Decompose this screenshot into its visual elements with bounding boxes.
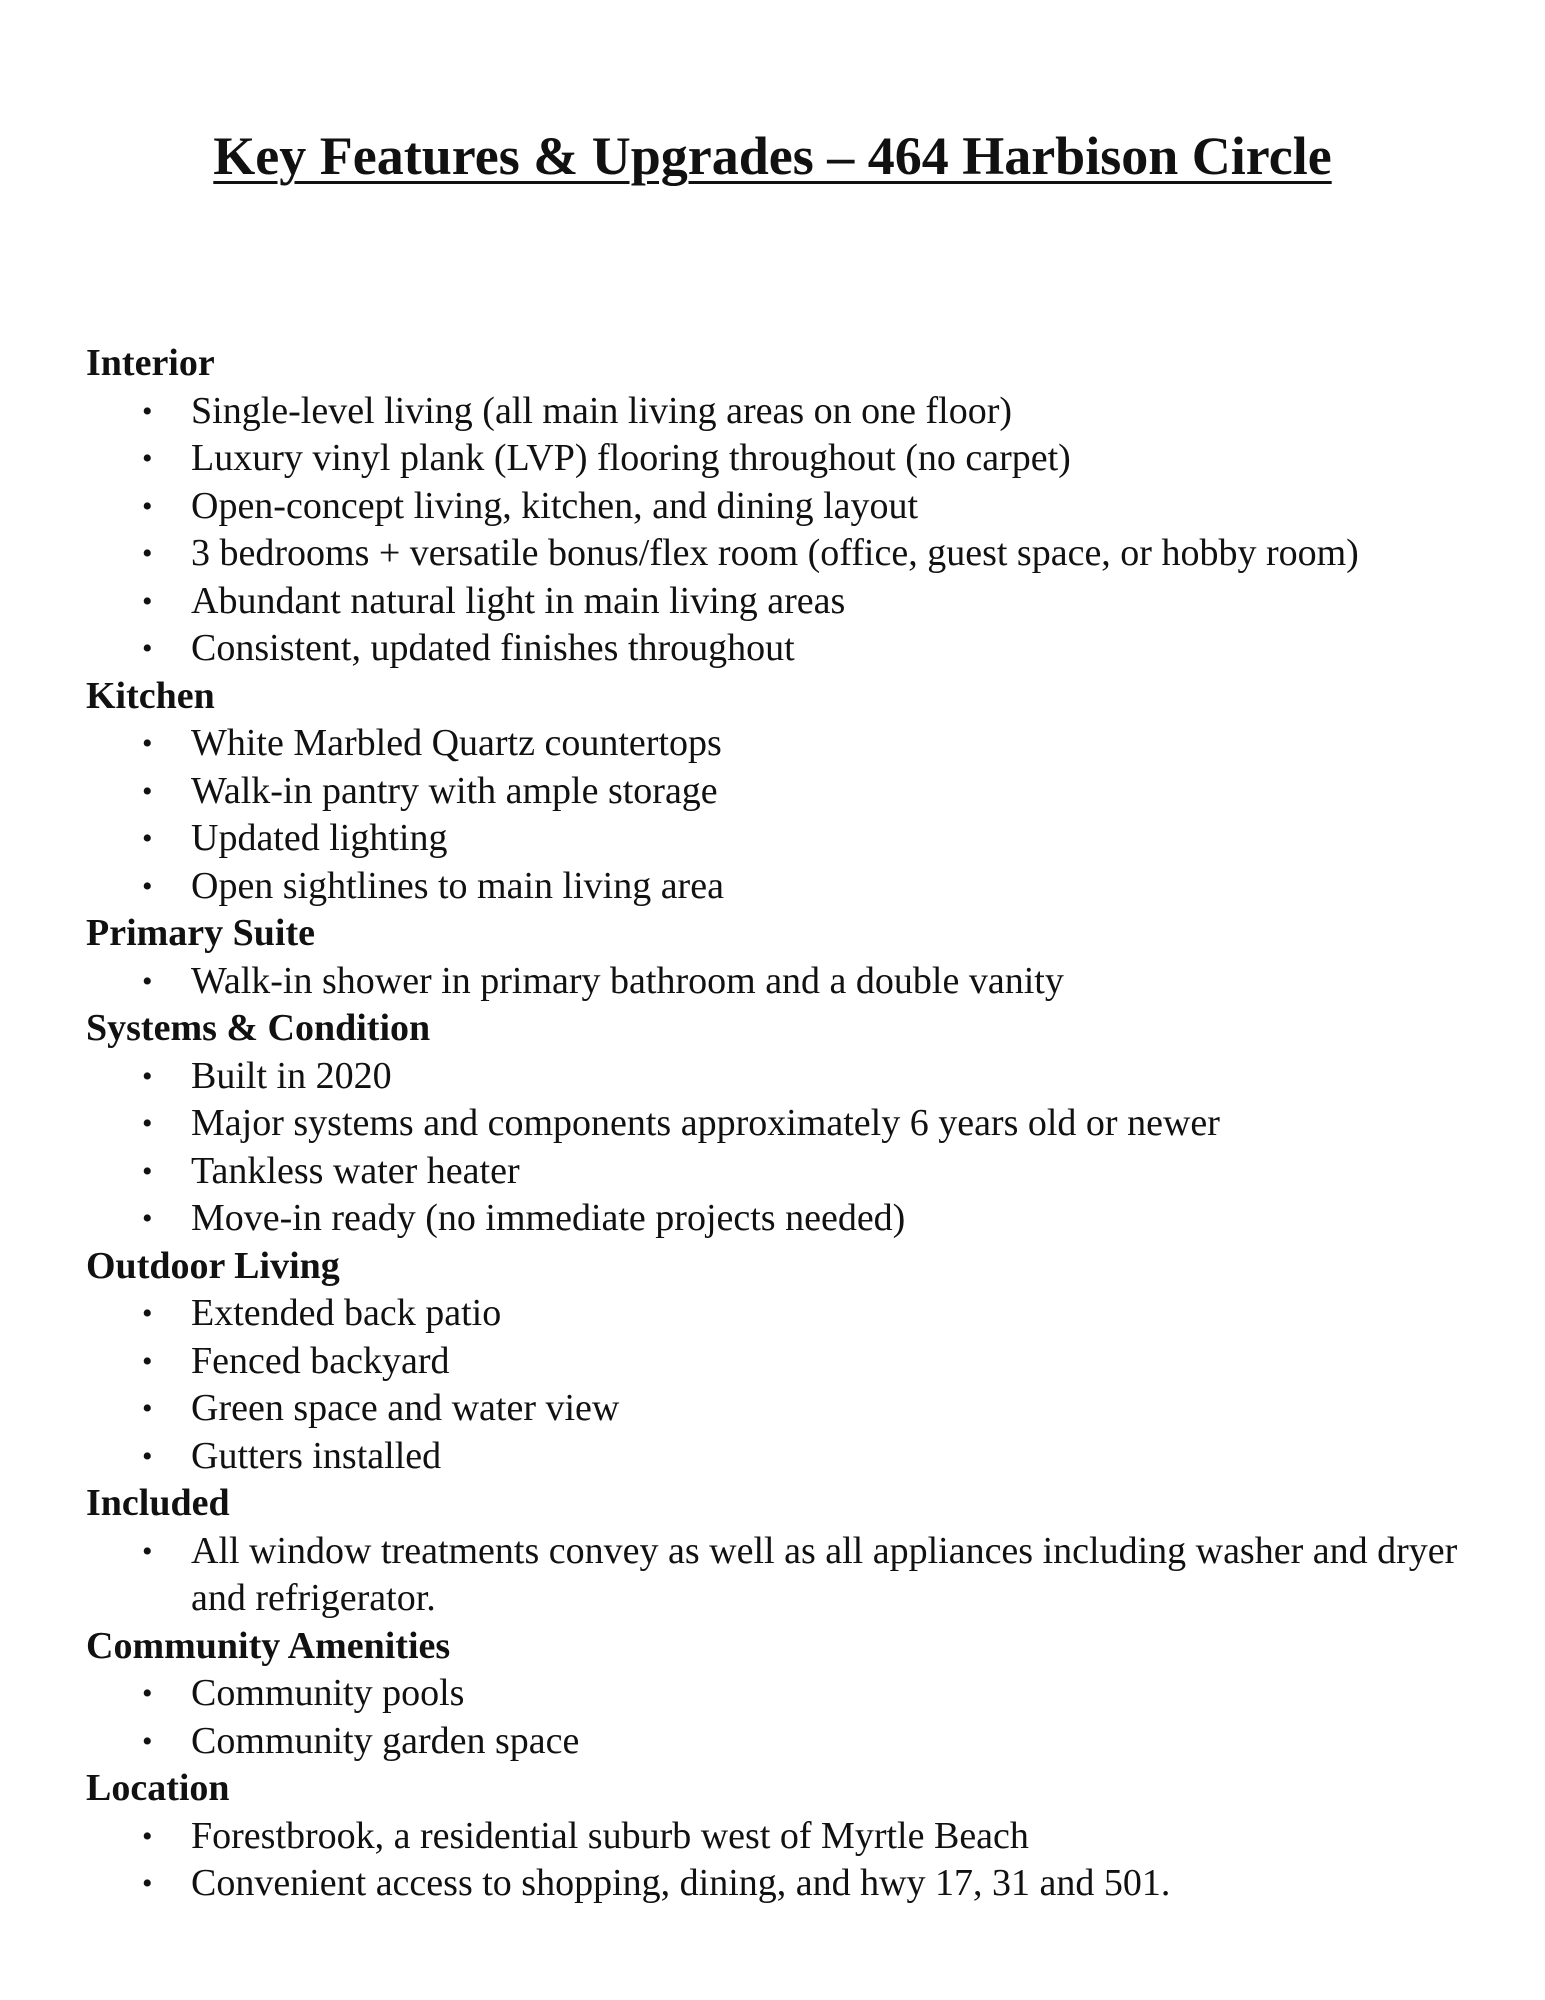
section-heading: Outdoor Living [86, 1244, 340, 1287]
list-item [86, 1670, 1506, 1718]
bullet-icon: • [142, 394, 153, 428]
list-item [86, 1385, 1506, 1433]
list-item [86, 1718, 1506, 1766]
bullet-icon: • [142, 822, 153, 855]
section-kitchen [86, 673, 1506, 911]
bullet-icon: • [142, 584, 153, 618]
section-primary-suite [86, 910, 1506, 1005]
section-heading: Included [86, 1482, 230, 1524]
list-item [86, 1860, 1506, 1908]
list-item [86, 625, 1506, 673]
list-item [86, 1053, 1506, 1101]
list-item-text: Move-in ready (no immediate projects needed) [191, 1197, 906, 1239]
feature-list [86, 1528, 1506, 1623]
bullet-icon: • [142, 1202, 153, 1235]
bullet-icon: • [142, 1867, 153, 1900]
list-item [86, 1433, 1506, 1481]
section-outdoor-living [86, 1243, 1506, 1481]
section-heading: Systems & Condition [86, 1007, 431, 1049]
list-item [86, 815, 1506, 863]
list-item-text: Built in 2020 [191, 1054, 392, 1097]
list-item-text: Consistent, updated finishes throughout [191, 627, 795, 669]
bullet-icon: • [142, 442, 153, 475]
list-item-text: 3 bedrooms + versatile bonus/flex room (office, guest space, or hobby room) [191, 532, 1359, 574]
list-item-text: Walk-in pantry with ample storage [191, 769, 718, 812]
list-item [86, 435, 1506, 483]
bullet-icon: • [142, 489, 153, 523]
feature-list [86, 958, 1506, 1006]
list-item [86, 1338, 1506, 1386]
section-interior [86, 340, 1506, 673]
list-item [86, 530, 1506, 578]
bullet-icon: • [142, 727, 153, 760]
bullet-icon: • [142, 1154, 153, 1188]
list-item-text: Gutters installed [191, 1434, 442, 1477]
list-item-text: White Marbled Quartz countertops [191, 722, 722, 764]
bullet-icon: • [142, 1724, 153, 1758]
section-heading: Community Amenities [86, 1624, 451, 1667]
list-item-text: Single-level living (all main living areas on one floor) [191, 389, 1013, 432]
list-item [86, 578, 1506, 626]
section-heading: Kitchen [86, 674, 215, 717]
list-item [86, 483, 1506, 531]
section-heading: Interior [86, 342, 215, 384]
list-item [86, 958, 1506, 1006]
list-item [86, 1148, 1506, 1196]
feature-list [86, 1813, 1506, 1908]
list-item [86, 1290, 1506, 1338]
bullet-icon: • [142, 1439, 153, 1473]
bullet-icon: • [142, 537, 153, 570]
list-item-text: Forestbrook, a residential suburb west of Myrtle Beach [191, 1814, 1029, 1857]
feature-list [86, 720, 1506, 910]
list-item-text: Convenient access to shopping, dining, and hwy 17, 31 and 501. [191, 1862, 1171, 1904]
section-heading: Primary Suite [86, 912, 316, 954]
list-item-text: Luxury vinyl plank (LVP) flooring throughout (no carpet) [191, 437, 1071, 479]
bullet-icon: • [142, 1059, 153, 1093]
list-item-text: Tankless water heater [191, 1149, 520, 1192]
section-included [86, 1480, 1506, 1623]
list-item-text: Community pools [191, 1672, 465, 1714]
bullet-icon: • [142, 1534, 153, 1568]
list-item-text: Walk-in shower in primary bathroom and a double vanity [191, 959, 1064, 1002]
bullet-icon: • [142, 869, 153, 903]
list-item-text: Open-concept living, kitchen, and dining layout [191, 484, 919, 527]
section-location [86, 1765, 1506, 1908]
section-community-amenities [86, 1623, 1506, 1766]
list-item [86, 388, 1506, 436]
list-item-text: All window treatments convey as well as all appliances including washer and dryer and refrigerator. [191, 1529, 1458, 1619]
feature-list [86, 1670, 1506, 1765]
list-item [86, 1813, 1506, 1861]
bullet-icon: • [142, 1107, 153, 1140]
list-item-text: Fenced backyard [191, 1339, 450, 1382]
section-systems-condition [86, 1005, 1506, 1243]
feature-list [86, 1290, 1506, 1480]
list-item [86, 863, 1506, 911]
bullet-icon: • [142, 632, 153, 665]
list-item [86, 768, 1506, 816]
list-item-text: Updated lighting [191, 817, 448, 859]
list-item [86, 1528, 1506, 1623]
bullet-icon: • [142, 1392, 153, 1425]
list-item [86, 1195, 1506, 1243]
bullet-icon: • [142, 964, 153, 998]
list-item-text: Major systems and components approximately 6 years old or newer [191, 1102, 1220, 1144]
list-item-text: Green space and water view [191, 1387, 620, 1429]
bullet-icon: • [142, 774, 153, 808]
section-heading: Location [86, 1767, 230, 1809]
list-item-text: Abundant natural light in main living areas [191, 579, 846, 622]
list-item-text: Community garden space [191, 1719, 580, 1762]
list-item [86, 720, 1506, 768]
list-item-text: Open sightlines to main living area [191, 864, 724, 907]
list-item-text: Extended back patio [191, 1292, 502, 1334]
list-item [86, 1100, 1506, 1148]
page-title: Key Features & Upgrades – 464 Harbison Circle [213, 126, 1332, 186]
bullet-icon: • [142, 1297, 153, 1330]
bullet-icon: • [142, 1677, 153, 1710]
bullet-icon: • [142, 1344, 153, 1378]
feature-list [86, 1053, 1506, 1243]
document-body [86, 340, 1506, 1908]
feature-list [86, 388, 1506, 673]
bullet-icon: • [142, 1819, 153, 1853]
